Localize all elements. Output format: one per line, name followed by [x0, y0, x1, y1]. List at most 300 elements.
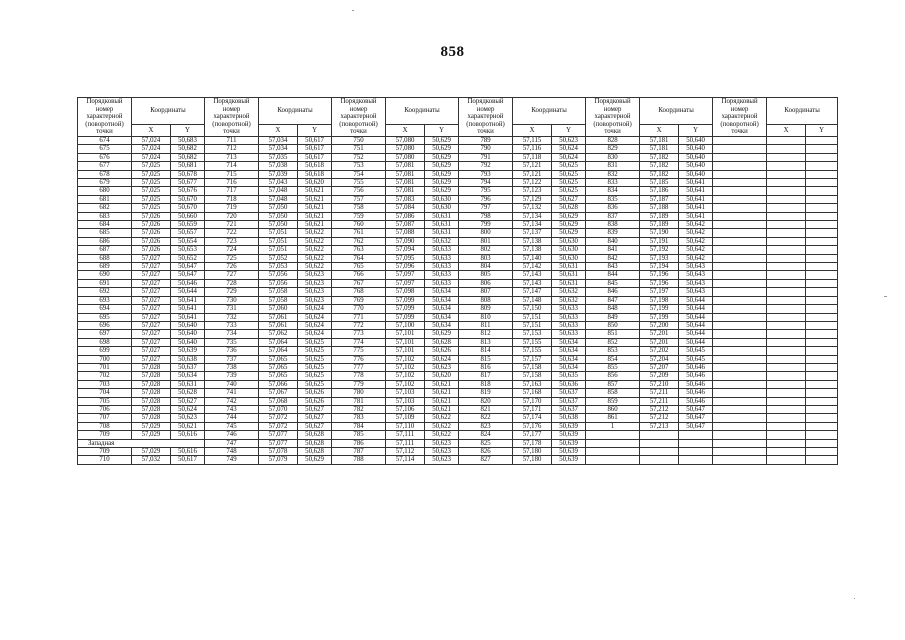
cell-coord-y: 50,631: [552, 263, 586, 271]
cell-point-number: 730: [205, 296, 259, 304]
cell-coord-y: 50,625: [298, 355, 332, 363]
cell-coord-x: 57,051: [259, 246, 298, 254]
cell-coord-x: 57,067: [259, 389, 298, 397]
cell-coord-y: 50,629: [425, 179, 459, 187]
cell-point-number: [713, 279, 767, 287]
cell-point-number: 854: [586, 355, 640, 363]
cell-coord-x: 57,028: [132, 372, 171, 380]
cell-coord-x: [767, 229, 806, 237]
cell-point-number: 714: [205, 162, 259, 170]
cell-coord-y: 50,633: [425, 279, 459, 287]
cell-coord-y: 50,678: [171, 170, 205, 178]
cell-coord-y: 50,625: [298, 380, 332, 388]
cell-coord-y: 50,624: [552, 153, 586, 161]
cell-point-number: 678: [78, 170, 132, 178]
cell-coord-y: 50,637: [552, 405, 586, 413]
cell-coord-x: 57,212: [640, 405, 679, 413]
cell-point-number: 705: [78, 397, 132, 405]
cell-coord-y: 50,643: [679, 279, 713, 287]
cell-coord-x: 57,083: [386, 195, 425, 203]
cell-coord-x: 57,078: [259, 448, 298, 456]
cell-point-number: 1: [586, 422, 640, 430]
cell-coord-y: 50,644: [679, 321, 713, 329]
table-row: [78, 363, 838, 371]
cell-coord-x: 57,178: [513, 439, 552, 447]
cell-coord-x: [767, 271, 806, 279]
scan-speck: [854, 598, 855, 599]
cell-coord-x: 57,143: [513, 279, 552, 287]
cell-coord-y: 50,629: [425, 187, 459, 195]
cell-point-number: 821: [459, 405, 513, 413]
cell-point-number: 697: [78, 330, 132, 338]
col-header-x: X: [640, 125, 679, 137]
cell-coord-y: 50,639: [552, 448, 586, 456]
cell-coord-x: [767, 279, 806, 287]
cell-coord-y: 50,646: [171, 279, 205, 287]
cell-coord-x: [640, 448, 679, 456]
cell-coord-x: 57,138: [513, 246, 552, 254]
cell-point-number: 814: [459, 347, 513, 355]
cell-coord-y: 50,660: [171, 212, 205, 220]
cell-coord-x: 57,058: [259, 296, 298, 304]
cell-coord-y: 50,634: [425, 313, 459, 321]
cell-coord-y: [679, 448, 713, 456]
cell-point-number: 703: [78, 380, 132, 388]
cell-coord-x: 57,168: [513, 389, 552, 397]
cell-coord-y: 50,623: [171, 414, 205, 422]
cell-coord-y: [806, 338, 838, 346]
cell-point-number: 675: [78, 145, 132, 153]
cell-coord-y: 50,643: [679, 288, 713, 296]
cell-point-number: 833: [586, 179, 640, 187]
cell-coord-y: 50,641: [171, 313, 205, 321]
cell-coord-y: 50,633: [552, 330, 586, 338]
cell-point-number: 780: [332, 389, 386, 397]
cell-coord-x: [767, 246, 806, 254]
cell-coord-x: 57,102: [386, 372, 425, 380]
cell-coord-x: 57,050: [259, 212, 298, 220]
cell-point-number: 770: [332, 305, 386, 313]
cell-coord-y: 50,639: [552, 439, 586, 447]
cell-point-number: 775: [332, 347, 386, 355]
cell-coord-x: 57,027: [132, 355, 171, 363]
table-row: [78, 372, 838, 380]
cell-point-number: [713, 439, 767, 447]
cell-point-number: [713, 229, 767, 237]
cell-coord-x: 57,027: [132, 330, 171, 338]
cell-coord-y: 50,629: [425, 162, 459, 170]
cell-point-number: 781: [332, 397, 386, 405]
cell-coord-x: 57,050: [259, 204, 298, 212]
cell-coord-x: 57,064: [259, 347, 298, 355]
cell-point-number: 838: [586, 221, 640, 229]
cell-coord-x: 57,027: [132, 288, 171, 296]
cell-point-number: 797: [459, 204, 513, 212]
table-row: [78, 195, 838, 203]
scan-speck: [352, 10, 354, 11]
cell-coord-y: 50,641: [679, 195, 713, 203]
cell-coord-y: 50,623: [298, 279, 332, 287]
cell-coord-x: 57,121: [513, 162, 552, 170]
cell-coord-x: 57,137: [513, 229, 552, 237]
cell-coord-x: 57,176: [513, 422, 552, 430]
cell-point-number: 807: [459, 288, 513, 296]
cell-coord-y: 50,677: [171, 179, 205, 187]
cell-point-number: 754: [332, 170, 386, 178]
cell-coord-y: 50,647: [679, 414, 713, 422]
cell-coord-y: 50,630: [552, 254, 586, 262]
cell-coord-x: 57,068: [259, 397, 298, 405]
cell-point-number: 722: [205, 229, 259, 237]
cell-point-number: 810: [459, 313, 513, 321]
cell-point-number: [713, 422, 767, 430]
cell-coord-y: 50,622: [425, 431, 459, 439]
table-row: [78, 355, 838, 363]
cell-point-number: 806: [459, 279, 513, 287]
cell-coord-y: 50,633: [425, 246, 459, 254]
cell-coord-x: 57,035: [259, 153, 298, 161]
cell-coord-x: [767, 363, 806, 371]
cell-coord-y: 50,629: [425, 330, 459, 338]
cell-coord-y: [806, 456, 838, 464]
cell-coord-x: [640, 456, 679, 464]
cell-coord-y: [806, 288, 838, 296]
cell-coord-y: 50,641: [679, 187, 713, 195]
cell-coord-x: 57,122: [513, 179, 552, 187]
cell-coord-x: 57,028: [132, 405, 171, 413]
cell-coord-x: 57,155: [513, 338, 552, 346]
cell-coord-x: 57,064: [259, 338, 298, 346]
cell-point-number: 840: [586, 237, 640, 245]
cell-coord-x: [767, 313, 806, 321]
coordinates-table-wrap: [77, 97, 838, 465]
cell-coord-y: 50,622: [425, 414, 459, 422]
cell-coord-x: 57,026: [132, 246, 171, 254]
cell-point-number: 809: [459, 305, 513, 313]
cell-point-number: 776: [332, 355, 386, 363]
cell-coord-y: [806, 153, 838, 161]
cell-point-number: [713, 254, 767, 262]
cell-coord-y: 50,628: [425, 338, 459, 346]
cell-point-number: [586, 448, 640, 456]
cell-point-number: 805: [459, 271, 513, 279]
cell-coord-y: 50,676: [171, 187, 205, 195]
cell-coord-x: 57,034: [259, 136, 298, 144]
cell-point-number: [586, 456, 640, 464]
cell-point-number: 674: [78, 136, 132, 144]
cell-point-number: 710: [78, 456, 132, 464]
cell-coord-y: 50,647: [171, 263, 205, 271]
cell-coord-x: [767, 397, 806, 405]
cell-point-number: 743: [205, 405, 259, 413]
cell-point-number: 735: [205, 338, 259, 346]
cell-coord-x: 57,028: [132, 397, 171, 405]
cell-coord-x: 57,153: [513, 330, 552, 338]
cell-point-number: 751: [332, 145, 386, 153]
cell-coord-y: 50,638: [552, 414, 586, 422]
cell-coord-y: 50,632: [552, 288, 586, 296]
cell-point-number: 686: [78, 237, 132, 245]
cell-coord-y: 50,621: [425, 405, 459, 413]
cell-coord-x: 57,143: [513, 271, 552, 279]
cell-coord-x: [767, 355, 806, 363]
cell-coord-y: [806, 380, 838, 388]
cell-point-number: 768: [332, 288, 386, 296]
cell-coord-x: 57,177: [513, 431, 552, 439]
cell-coord-y: 50,641: [171, 296, 205, 304]
cell-coord-y: 50,644: [679, 313, 713, 321]
cell-point-number: 680: [78, 187, 132, 195]
col-header-coords: Координаты: [513, 98, 586, 125]
col-header-x: X: [259, 125, 298, 137]
table-body: [78, 136, 838, 464]
cell-coord-y: 50,629: [552, 212, 586, 220]
cell-point-number: 747: [205, 439, 259, 447]
cell-coord-y: 50,624: [171, 405, 205, 413]
cell-coord-y: 50,622: [298, 229, 332, 237]
cell-coord-x: 57,025: [132, 162, 171, 170]
cell-coord-y: [806, 212, 838, 220]
cell-coord-x: 57,112: [386, 448, 425, 456]
cell-coord-y: 50,635: [552, 372, 586, 380]
cell-point-number: 704: [78, 389, 132, 397]
cell-point-number: 701: [78, 363, 132, 371]
cell-coord-x: [767, 145, 806, 153]
cell-coord-y: [806, 422, 838, 430]
col-header-x: X: [386, 125, 425, 137]
cell-point-number: 842: [586, 254, 640, 262]
cell-point-number: 716: [205, 179, 259, 187]
cell-point-number: 718: [205, 195, 259, 203]
cell-coord-x: 57,123: [513, 187, 552, 195]
cell-coord-y: 50,622: [298, 237, 332, 245]
table-row: [78, 397, 838, 405]
cell-point-number: 767: [332, 279, 386, 287]
cell-coord-y: [806, 204, 838, 212]
cell-point-number: 745: [205, 422, 259, 430]
cell-point-number: 677: [78, 162, 132, 170]
cell-coord-y: 50,682: [171, 153, 205, 161]
cell-coord-x: 57,213: [640, 422, 679, 430]
cell-point-number: 822: [459, 414, 513, 422]
cell-point-number: 739: [205, 372, 259, 380]
col-header-coords: Координаты: [640, 98, 713, 125]
cell-coord-x: 57,180: [513, 456, 552, 464]
cell-point-number: 844: [586, 271, 640, 279]
cell-coord-y: 50,622: [425, 422, 459, 430]
cell-coord-y: 50,642: [679, 229, 713, 237]
cell-coord-x: 57,084: [386, 204, 425, 212]
cell-coord-x: 57,182: [640, 153, 679, 161]
cell-point-number: 683: [78, 212, 132, 220]
cell-coord-y: 50,623: [425, 439, 459, 447]
cell-coord-y: 50,626: [298, 389, 332, 397]
cell-coord-y: 50,646: [679, 380, 713, 388]
cell-point-number: [713, 389, 767, 397]
table-row: [78, 237, 838, 245]
table-row: [78, 179, 838, 187]
cell-coord-y: [806, 355, 838, 363]
cell-coord-y: 50,624: [298, 321, 332, 329]
cell-coord-x: [767, 221, 806, 229]
cell-coord-y: [806, 145, 838, 153]
cell-point-number: 834: [586, 187, 640, 195]
cell-point-number: 728: [205, 279, 259, 287]
cell-coord-x: 57,101: [386, 338, 425, 346]
cell-coord-y: 50,647: [171, 271, 205, 279]
cell-coord-x: 57,079: [259, 456, 298, 464]
cell-coord-y: [806, 296, 838, 304]
cell-coord-x: 57,132: [513, 204, 552, 212]
cell-point-number: 795: [459, 187, 513, 195]
cell-coord-x: 57,058: [259, 288, 298, 296]
table-row: [78, 212, 838, 220]
cell-point-number: 783: [332, 414, 386, 422]
cell-coord-x: 57,188: [640, 204, 679, 212]
cell-coord-x: 57,081: [386, 170, 425, 178]
cell-coord-x: 57,180: [513, 448, 552, 456]
cell-point-number: 749: [205, 456, 259, 464]
cell-coord-y: 50,627: [298, 405, 332, 413]
cell-point-number: 778: [332, 372, 386, 380]
section-label-west: Западная: [78, 439, 205, 447]
cell-coord-x: 57,028: [132, 363, 171, 371]
cell-point-number: [713, 414, 767, 422]
cell-coord-x: 57,148: [513, 296, 552, 304]
cell-point-number: 689: [78, 263, 132, 271]
cell-coord-x: 57,052: [259, 254, 298, 262]
cell-point-number: 698: [78, 338, 132, 346]
cell-coord-y: 50,623: [425, 456, 459, 464]
table-row: [78, 221, 838, 229]
cell-coord-x: 57,147: [513, 288, 552, 296]
cell-coord-x: [767, 439, 806, 447]
cell-point-number: 852: [586, 338, 640, 346]
cell-coord-y: 50,622: [298, 246, 332, 254]
cell-coord-x: 57,202: [640, 347, 679, 355]
cell-coord-y: 50,643: [679, 263, 713, 271]
cell-coord-y: 50,670: [171, 195, 205, 203]
cell-coord-x: 57,048: [259, 195, 298, 203]
cell-coord-y: 50,621: [298, 204, 332, 212]
cell-coord-y: 50,645: [679, 355, 713, 363]
cell-point-number: [713, 237, 767, 245]
cell-point-number: 726: [205, 263, 259, 271]
cell-point-number: [713, 397, 767, 405]
cell-coord-y: 50,630: [552, 237, 586, 245]
cell-coord-y: 50,640: [679, 153, 713, 161]
cell-point-number: 723: [205, 237, 259, 245]
cell-coord-y: 50,620: [298, 179, 332, 187]
cell-point-number: 787: [332, 448, 386, 456]
cell-coord-y: [806, 179, 838, 187]
cell-coord-x: 57,061: [259, 321, 298, 329]
cell-coord-y: 50,624: [298, 305, 332, 313]
cell-coord-x: 57,155: [513, 347, 552, 355]
cell-coord-y: 50,623: [552, 136, 586, 144]
cell-coord-y: 50,628: [298, 431, 332, 439]
cell-coord-y: 50,644: [679, 338, 713, 346]
table-row: [78, 380, 838, 388]
cell-point-number: 813: [459, 338, 513, 346]
cell-coord-y: 50,636: [552, 380, 586, 388]
cell-coord-x: 57,080: [386, 145, 425, 153]
cell-point-number: 769: [332, 296, 386, 304]
cell-coord-y: 50,631: [552, 279, 586, 287]
cell-point-number: 696: [78, 321, 132, 329]
cell-coord-y: [806, 363, 838, 371]
cell-coord-y: 50,628: [298, 439, 332, 447]
cell-coord-y: 50,646: [679, 389, 713, 397]
cell-coord-x: 57,138: [513, 237, 552, 245]
cell-coord-y: 50,624: [552, 145, 586, 153]
cell-coord-x: [767, 372, 806, 380]
cell-coord-x: [767, 321, 806, 329]
col-header-coords: Координаты: [132, 98, 205, 125]
cell-coord-x: 57,211: [640, 397, 679, 405]
cell-point-number: [713, 221, 767, 229]
cell-coord-y: 50,622: [298, 254, 332, 262]
cell-coord-x: 57,109: [386, 414, 425, 422]
cell-coord-y: 50,633: [425, 271, 459, 279]
cell-coord-x: [767, 431, 806, 439]
cell-point-number: 753: [332, 162, 386, 170]
cell-point-number: 724: [205, 246, 259, 254]
table-row: [78, 456, 838, 464]
cell-coord-x: 57,094: [386, 246, 425, 254]
cell-point-number: 782: [332, 405, 386, 413]
cell-coord-y: [806, 254, 838, 262]
cell-point-number: 788: [332, 456, 386, 464]
cell-coord-x: 57,106: [386, 405, 425, 413]
cell-point-number: 845: [586, 279, 640, 287]
cell-coord-y: 50,657: [171, 229, 205, 237]
cell-coord-x: 57,199: [640, 305, 679, 313]
cell-point-number: 802: [459, 246, 513, 254]
cell-coord-y: 50,624: [298, 313, 332, 321]
cell-coord-x: 57,087: [386, 221, 425, 229]
table-row: [78, 170, 838, 178]
cell-coord-y: 50,624: [425, 355, 459, 363]
cell-coord-y: 50,634: [425, 305, 459, 313]
cell-coord-x: 57,150: [513, 305, 552, 313]
cell-coord-y: [806, 221, 838, 229]
cell-coord-y: 50,640: [679, 170, 713, 178]
cell-point-number: [713, 405, 767, 413]
cell-coord-y: 50,682: [171, 145, 205, 153]
cell-coord-x: 57,190: [640, 229, 679, 237]
cell-point-number: 847: [586, 296, 640, 304]
cell-point-number: 676: [78, 153, 132, 161]
cell-point-number: 792: [459, 162, 513, 170]
cell-coord-y: 50,639: [552, 456, 586, 464]
cell-point-number: 825: [459, 439, 513, 447]
cell-coord-y: [806, 237, 838, 245]
table-row: [78, 313, 838, 321]
cell-point-number: 736: [205, 347, 259, 355]
cell-point-number: 734: [205, 330, 259, 338]
cell-point-number: 836: [586, 204, 640, 212]
cell-coord-x: 57,204: [640, 355, 679, 363]
cell-coord-x: 57,066: [259, 380, 298, 388]
cell-coord-x: [767, 153, 806, 161]
cell-point-number: [713, 153, 767, 161]
cell-coord-y: 50,642: [679, 237, 713, 245]
cell-coord-y: [806, 330, 838, 338]
cell-point-number: 758: [332, 204, 386, 212]
cell-coord-x: 57,116: [513, 145, 552, 153]
cell-coord-x: 57,024: [132, 136, 171, 144]
